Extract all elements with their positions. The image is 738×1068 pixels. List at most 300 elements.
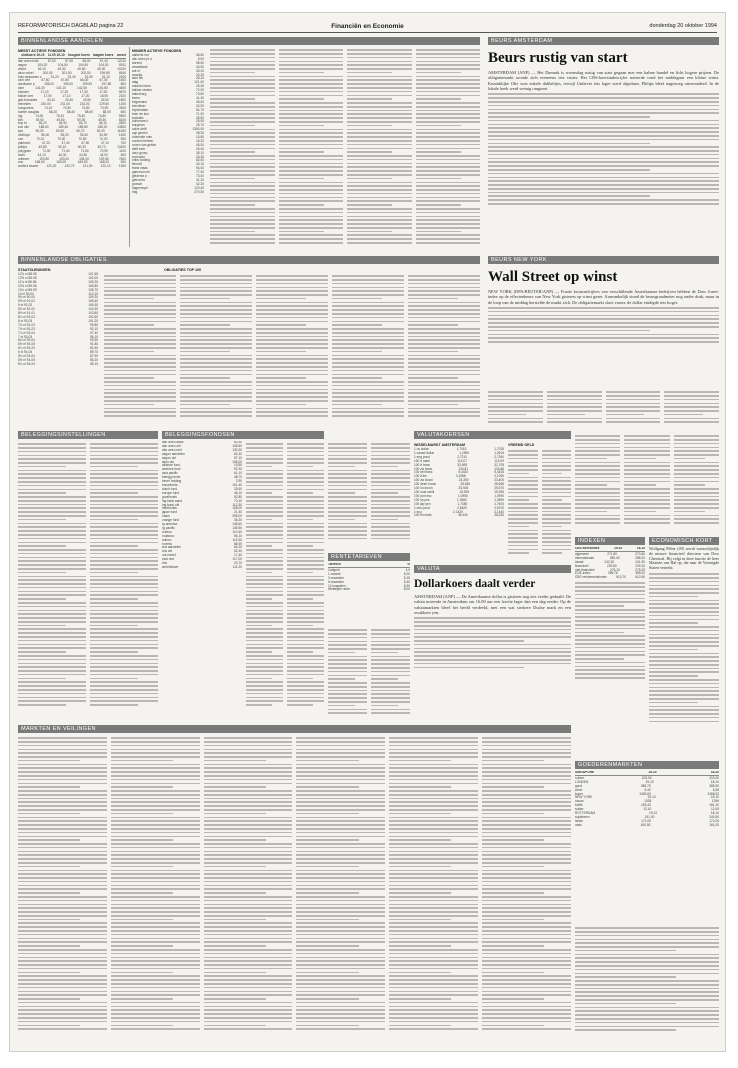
print-line <box>210 95 275 97</box>
print-line <box>18 832 107 834</box>
print-line <box>542 511 572 513</box>
print-line <box>246 519 272 521</box>
beleggingsfondsen-overige <box>246 441 324 721</box>
beleggingsfondsen-cell: rg pacific <box>162 525 175 530</box>
print-line <box>296 786 358 788</box>
print-line <box>18 771 107 773</box>
print-line <box>204 919 266 921</box>
print-line <box>18 447 86 449</box>
print-line <box>296 998 358 1000</box>
print-line <box>90 496 158 498</box>
beleggingsfondsen-cell: 2,90 <box>235 479 242 484</box>
print-line <box>371 462 410 464</box>
print-line <box>332 332 404 334</box>
print-line <box>649 596 698 598</box>
print-line <box>90 455 158 457</box>
goederen-cell: 1305 <box>644 799 652 804</box>
print-line <box>389 949 478 951</box>
print-line <box>204 1002 293 1004</box>
print-line <box>624 492 669 494</box>
print-line <box>18 640 86 642</box>
print-line <box>287 651 313 653</box>
print-line <box>328 477 367 479</box>
aandelen-cell: 199,80 <box>99 70 110 75</box>
aandelen-cell: 58,00 <box>82 58 91 63</box>
print-line <box>389 953 478 955</box>
indexen-row <box>575 576 645 580</box>
print-line <box>482 1028 571 1030</box>
print-line <box>328 671 367 673</box>
print-line <box>111 866 173 868</box>
print-line <box>674 511 706 513</box>
print-line <box>180 351 230 353</box>
minder_actief-cell: 40,10 <box>196 162 204 167</box>
aandelen-cell: 67,40 <box>99 78 108 83</box>
print-line <box>508 484 538 486</box>
aandelen-cell: 231,00 <box>60 101 71 106</box>
print-line <box>296 1017 385 1019</box>
print-line <box>664 403 719 405</box>
goederen-cell: 2455,00 <box>707 791 719 796</box>
print-line <box>482 862 571 864</box>
print-line <box>371 504 410 506</box>
print-line <box>180 290 252 292</box>
print-line <box>104 309 176 311</box>
print-line <box>296 809 385 811</box>
valuta-cell: 1,3590 <box>494 497 504 502</box>
print-line <box>210 178 255 180</box>
print-line <box>389 979 478 981</box>
print-line <box>18 693 86 695</box>
rente-cell: % <box>407 563 410 566</box>
rente-cell: 6 maanden <box>328 579 344 584</box>
print-line <box>246 462 283 464</box>
goederen-cell: 181,20 <box>709 803 719 808</box>
print-line <box>210 208 275 210</box>
print-line <box>111 888 200 890</box>
print-line <box>488 341 719 343</box>
obligaties-staat <box>18 266 98 426</box>
print-line <box>488 330 650 332</box>
print-line <box>90 568 158 570</box>
print-line <box>246 628 283 630</box>
print-line <box>482 828 571 830</box>
print-line <box>210 234 275 236</box>
print-line <box>649 694 719 696</box>
valuta-cell: 100 it lire <box>414 474 427 479</box>
print-line <box>508 503 538 505</box>
print-line <box>90 610 158 612</box>
goederen-cell: 389,75 <box>640 783 651 788</box>
print-line <box>482 915 571 917</box>
print-line <box>104 347 176 349</box>
print-line <box>18 907 107 909</box>
print-line <box>279 72 324 74</box>
aandelen-cell: 104,50 <box>57 62 68 67</box>
goederen-cell: 1296 <box>711 799 719 804</box>
print-line <box>287 470 324 472</box>
aandelen-header-cell: 11.00 19-10 <box>47 53 65 57</box>
print-line <box>389 870 478 872</box>
print-line <box>18 606 86 608</box>
print-line <box>389 745 478 747</box>
print-line <box>180 321 252 323</box>
obligaties-overige <box>104 266 480 426</box>
print-line <box>90 651 138 653</box>
print-line <box>180 317 252 319</box>
goederen-cell: zilver <box>575 787 583 792</box>
indexen-cell: financieel <box>575 563 589 568</box>
print-line <box>488 307 719 309</box>
print-line <box>332 358 404 360</box>
print-line <box>296 764 385 766</box>
print-line <box>90 674 158 676</box>
print-line <box>347 242 412 244</box>
beleggingsfondsen-cell: 70,10 <box>234 498 242 503</box>
print-line <box>674 481 719 483</box>
print-line <box>347 193 412 195</box>
print-line <box>246 477 283 479</box>
print-line <box>246 526 283 528</box>
print-line <box>180 328 252 330</box>
print-line <box>488 139 719 141</box>
print-line <box>575 991 719 993</box>
print-line <box>347 76 412 78</box>
goederen-cell: 203,50 <box>641 775 652 780</box>
print-line <box>18 828 107 830</box>
print-line <box>111 938 200 940</box>
print-line <box>488 318 719 320</box>
aandelen-cell: wolters kluwer <box>18 164 39 169</box>
obligaties-cell: 6½ nl 93-05 <box>18 342 35 347</box>
indexen-cell: internationals <box>575 555 594 560</box>
obligaties-cell: 101,55 <box>88 272 98 276</box>
print-line <box>328 504 367 506</box>
aandelen-cell: 17,00 <box>99 90 108 95</box>
print-line <box>408 366 480 368</box>
print-line <box>416 182 481 184</box>
beleggingsfondsen-cell: bouwfonds <box>162 482 178 487</box>
print-line <box>111 779 200 781</box>
beleggingsfondsen-cell: bever holding <box>162 479 182 484</box>
minder_actief-cell: asm lith <box>132 76 143 81</box>
print-line <box>674 503 719 505</box>
print-line <box>204 964 293 966</box>
print-line <box>332 317 404 319</box>
print-line <box>296 836 385 838</box>
print-line <box>90 579 158 581</box>
print-line <box>287 598 313 600</box>
print-line <box>482 930 571 932</box>
aandelen-cell: 31,20 <box>50 74 59 79</box>
aandelen-cell: philips <box>18 144 28 149</box>
print-line <box>279 113 344 115</box>
beleggingsfondsen-cell: rodamco <box>162 533 175 538</box>
goederen-cell: koffie <box>575 803 583 808</box>
print-line <box>328 534 367 536</box>
beleggingsfondsen-cell: america fund <box>162 467 181 472</box>
print-line <box>347 174 412 176</box>
section-title: Financiën en Economie <box>331 23 404 30</box>
print-line <box>18 979 107 981</box>
print-line <box>482 741 571 743</box>
print-line <box>287 534 324 536</box>
print-line <box>111 885 200 887</box>
print-column <box>408 273 480 423</box>
subhead-meest-actief: MEEST ACTIEVE FONDSEN <box>18 49 66 53</box>
aandelen-cell: 31,10 <box>101 74 110 79</box>
print-line <box>508 477 538 479</box>
print-line <box>371 458 410 460</box>
print-line <box>204 991 293 993</box>
print-line <box>296 749 385 751</box>
aandelen-cell: 9900 <box>118 113 126 118</box>
print-line <box>332 370 404 372</box>
print-line <box>210 87 275 89</box>
print-line <box>416 163 481 165</box>
aandelen-cell: 31,50 <box>84 74 93 79</box>
print-line <box>575 439 620 441</box>
print-line <box>210 106 275 108</box>
print-line <box>408 347 480 349</box>
print-line <box>18 473 86 475</box>
print-line <box>210 155 275 157</box>
print-line <box>347 102 412 104</box>
print-line <box>649 706 719 708</box>
minder_actief-cell: 54,70 <box>196 107 204 112</box>
print-line <box>18 534 86 536</box>
print-line <box>371 451 410 453</box>
indexen-cell: 19-10 <box>614 547 623 550</box>
print-line <box>542 496 572 498</box>
print-line <box>204 741 293 743</box>
print-line <box>90 507 158 509</box>
aandelen-cell: 168,20 <box>99 160 109 165</box>
print-line <box>575 518 620 520</box>
print-line <box>347 189 412 191</box>
obligaties-cell: 8 nl 93-03 <box>18 318 33 323</box>
print-line <box>416 174 481 176</box>
print-line <box>674 492 719 494</box>
goederen-cell: 19-10 <box>647 795 656 800</box>
aandelen-cell: oce <box>18 137 24 142</box>
print-line <box>279 208 344 210</box>
print-line <box>256 374 328 376</box>
print-line <box>104 302 176 304</box>
print-line <box>371 693 410 695</box>
aandelen-cell: 50,00 <box>77 117 86 122</box>
minder_actief-cell: 98,50 <box>196 60 204 65</box>
print-line <box>204 771 293 773</box>
print-line <box>414 636 571 638</box>
rente-cell: 4,9 <box>405 567 410 572</box>
rente-cell: Callgeld <box>328 567 340 572</box>
print-line <box>664 418 719 420</box>
print-line <box>674 462 719 464</box>
print-line <box>104 317 176 319</box>
print-line <box>204 922 293 924</box>
minder_actief-cell: burgman <box>132 123 145 128</box>
print-line <box>90 458 158 460</box>
print-line <box>389 775 478 777</box>
obligaties-cell: 99,80 <box>90 322 98 327</box>
print-line <box>389 786 451 788</box>
aandelen-cell: 197,80 <box>101 82 112 87</box>
print-line <box>287 576 324 578</box>
print-line <box>104 355 176 357</box>
print-line <box>111 904 200 906</box>
print-line <box>210 189 275 191</box>
print-line <box>416 98 461 100</box>
aandelen-row <box>18 83 126 87</box>
print-line <box>296 737 385 739</box>
print-line <box>347 121 412 123</box>
print-line <box>256 332 328 334</box>
print-line <box>210 110 275 112</box>
print-line <box>482 885 571 887</box>
print-line <box>508 541 538 543</box>
print-line <box>279 125 324 127</box>
print-line <box>542 552 563 554</box>
print-line <box>246 492 272 494</box>
print-line <box>90 545 138 547</box>
aandelen-cell: kon olie <box>18 125 29 130</box>
print-line <box>624 465 669 467</box>
print-line <box>18 462 86 464</box>
print-line <box>389 790 478 792</box>
beleggingsfondsen-cell: rolinco <box>162 537 172 542</box>
print-line <box>104 377 154 379</box>
print-line <box>389 794 478 796</box>
minder_actief-cell: dorp groep <box>132 150 148 155</box>
aandelen-cell: 54,90 <box>99 133 108 138</box>
print-line <box>408 404 458 406</box>
aandelen-header-cell: slotkoers 19-10 <box>21 53 45 57</box>
print-line <box>542 465 572 467</box>
valuta-cell: 134,81 <box>458 466 469 471</box>
goederen-extra-continued <box>575 927 719 1031</box>
print-line <box>111 783 200 785</box>
aandelen-cell: akzo nobel <box>18 70 34 75</box>
print-line <box>332 392 404 394</box>
print-line <box>416 223 481 225</box>
print-line <box>246 606 283 608</box>
print-line <box>328 511 367 513</box>
print-line <box>104 400 176 402</box>
minder_actief-cell: 72,00 <box>196 88 204 93</box>
print-line <box>624 439 669 441</box>
print-line <box>389 930 478 932</box>
print-line <box>279 155 344 157</box>
print-line <box>332 275 404 277</box>
print-line <box>104 415 176 417</box>
print-line <box>279 242 344 244</box>
aandelen-cell: 50,70 <box>76 129 85 134</box>
print-line <box>18 987 107 989</box>
print-line <box>18 647 86 649</box>
print-line <box>408 400 480 402</box>
print-line <box>18 704 66 706</box>
print-line <box>416 200 481 202</box>
obligaties-cell: 105,80 <box>88 283 98 288</box>
aandelen-cell: 57,90 <box>65 58 74 63</box>
aandelen-cell: pakhoed <box>18 140 31 145</box>
print-line <box>389 764 478 766</box>
print-line <box>246 663 283 665</box>
indexen-cell: 241,90 <box>635 559 645 564</box>
print-line <box>246 451 283 453</box>
print-line <box>575 507 620 509</box>
print-line <box>488 177 719 179</box>
aandelen-cell: 168,50 <box>34 160 45 165</box>
print-column <box>482 735 571 1045</box>
print-line <box>482 866 544 868</box>
print-line <box>104 321 176 323</box>
print-line <box>180 392 252 394</box>
print-line <box>296 1002 385 1004</box>
print-line <box>389 892 451 894</box>
print-line <box>246 670 283 672</box>
print-line <box>328 693 367 695</box>
print-line <box>488 326 719 328</box>
print-line <box>204 972 266 974</box>
print-line <box>18 1017 107 1019</box>
print-line <box>408 290 480 292</box>
beleggingsfondsen-cell: 52,80 <box>234 494 242 499</box>
print-line <box>104 366 176 368</box>
print-line <box>575 469 620 471</box>
print-line <box>210 174 275 176</box>
print-line <box>482 756 571 758</box>
print-line <box>18 854 107 856</box>
print-line <box>246 640 283 642</box>
print-line <box>246 538 283 540</box>
print-line <box>204 790 293 792</box>
print-line <box>204 957 293 959</box>
minder_actief-cell: 25,40 <box>196 84 204 89</box>
print-line <box>256 355 328 357</box>
beleggingsfondsen-cell: alliance fund <box>162 463 180 468</box>
economisch-kort-continued <box>649 573 719 722</box>
print-line <box>287 515 324 517</box>
print-line <box>210 68 275 70</box>
print-line <box>180 389 252 391</box>
print-line <box>371 526 410 528</box>
print-line <box>482 771 571 773</box>
print-line <box>389 752 478 754</box>
print-line <box>90 564 158 566</box>
print-line <box>482 764 571 766</box>
print-line <box>246 598 272 600</box>
print-line <box>371 637 410 639</box>
aandelen-cell: 47,40 <box>61 140 70 145</box>
valuta-cell: 23,400 <box>494 478 504 483</box>
print-line <box>414 629 571 631</box>
minder_actief-cell: autoind rdam <box>132 84 151 89</box>
print-line <box>508 462 538 464</box>
goederen-cell: 160,50 <box>640 822 651 827</box>
valuta-cell: 32,695 <box>457 462 468 467</box>
beleggingsfondsen-cell: 19,50 <box>234 463 242 468</box>
print-line <box>111 983 200 985</box>
print-line <box>111 896 200 898</box>
goederen-cell: ROTTERDAM <box>575 811 596 816</box>
print-line <box>347 72 392 74</box>
aandelen-cell: 13200 <box>117 144 126 149</box>
print-line <box>488 165 719 167</box>
print-line <box>575 522 620 524</box>
print-line <box>542 480 572 482</box>
